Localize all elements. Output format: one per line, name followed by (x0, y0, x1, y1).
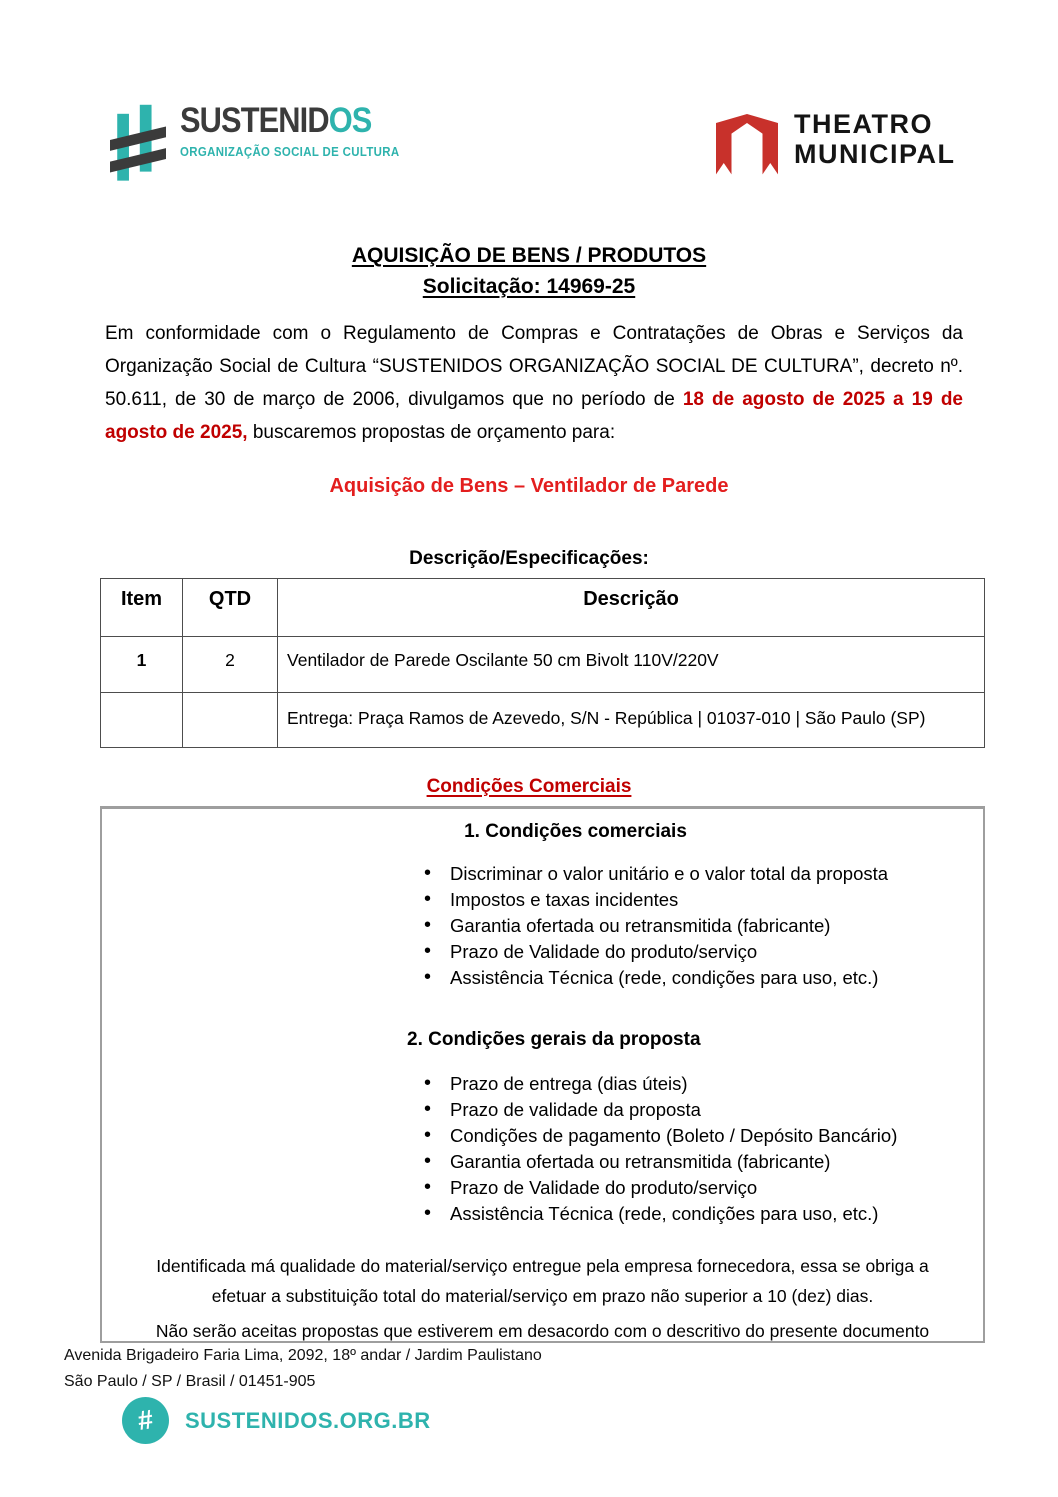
conditions-section2-list (422, 1071, 963, 1227)
cell-delivery-address: Entrega: Praça Ramos de Azevedo, S/N - República | 01037-010 | São Paulo (SP) (278, 693, 985, 748)
sustenidos-hash-badge-icon (122, 1397, 169, 1444)
conditions-box (100, 806, 985, 1343)
list-item: • Garantia ofertada ou retransmitida (fabricante) (422, 1149, 963, 1175)
list-item: • Garantia ofertada ou retransmitida (fabricante) (422, 913, 963, 939)
list-item: • Assistência Técnica (rede, condições para uso, etc.) (422, 1201, 963, 1227)
list-item: • Condições de pagamento (Boleto / Depósito Bancário) (422, 1123, 963, 1149)
cell-item-number (101, 693, 183, 748)
theatro-arch-icon (716, 104, 778, 186)
list-item: • Assistência Técnica (rede, condições para uso, etc.) (422, 965, 963, 991)
footer-address (64, 1343, 542, 1395)
theatro-line2: MUNICIPAL (794, 138, 956, 169)
sustenidos-tagline: ORGANIZAÇÃO SOCIAL DE CULTURA (180, 144, 400, 159)
theatro-municipal-logo (716, 104, 956, 186)
hash-glyph: # (135, 1404, 155, 1436)
document-title (0, 240, 1058, 302)
cell-item-number: 1 (101, 637, 183, 693)
items-table (100, 578, 985, 748)
conditions-section1-list (422, 861, 963, 991)
footer-brand (122, 1397, 431, 1444)
cell-qtd: 2 (183, 637, 278, 693)
header-descricao: Descrição (278, 579, 985, 637)
intro-part1: Em conformidade com o Regulamento de Compras e Contratações de Obras e Serviços da Organização Social de Cultura “SUSTENIDOS ORGANIZAÇÃO SOCIAL DE CULTURA”, decreto nº. 50.611, de 30 de março de 2006, divulgamos que no período de (105, 323, 963, 410)
sustenidos-wordmark (180, 103, 400, 159)
quality-replacement-note: Identificada má qualidade do material/serviço entregue pela empresa fornecedora, essa se obriga a efetuar a substituição total do material/serviço em prazo não superior a 10 (dez) dias. (156, 1256, 929, 1306)
table-row (101, 693, 985, 748)
title-line1: AQUISIÇÃO DE BENS / PRODUTOS (351, 244, 707, 267)
header-item: Item (101, 579, 183, 637)
subject-heading: Aquisição de Bens – Ventilador de Parede (329, 475, 729, 497)
list-item: • Prazo de entrega (dias úteis) (422, 1071, 963, 1097)
footer-site-url: SUSTENIDOS.ORG.BR (185, 1407, 431, 1433)
conditions-heading: Condições Comerciais (426, 776, 632, 797)
intro-date-range: 18 de agosto de 2025 a 19 de agosto de 2025, (105, 389, 963, 443)
sustenidos-word-main: SUSTENID (180, 101, 329, 140)
table-row (101, 637, 985, 693)
footer-address-line1: Avenida Brigadeiro Faria Lima, 2092, 18º andar / Jardim Paulistano (64, 1347, 542, 1364)
list-item: • Prazo de Validade do produto/serviço (422, 939, 963, 965)
list-item: • Prazo de validade da proposta (422, 1097, 963, 1123)
list-item: • Prazo de Validade do produto/serviço (422, 1175, 963, 1201)
table-header-row (101, 579, 985, 637)
theatro-wordmark (794, 110, 956, 169)
title-line2: Solicitação: 14969-25 (422, 275, 636, 298)
spec-heading: Descrição/Especificações: (409, 548, 649, 569)
cell-descricao: Ventilador de Parede Oscilante 50 cm Bivolt 110V/220V (278, 637, 985, 693)
sustenidos-logo (110, 95, 429, 185)
header-qtd: QTD (183, 579, 278, 637)
conditions-section2-title: 2. Condições gerais da proposta (407, 1029, 701, 1050)
footer-address-line2: São Paulo / SP / Brasil / 01451-905 (64, 1373, 316, 1390)
sustenidos-word-accent: OS (328, 101, 372, 140)
list-item: • Discriminar o valor unitário e o valor total da proposta (422, 861, 963, 887)
proposal-rejection-note: Não serão aceitas propostas que estiverem em desacordo com o descritivo do presente documento (155, 1321, 930, 1341)
conditions-section1-title: 1. Condições comerciais (464, 821, 687, 842)
intro-part2: buscaremos propostas de orçamento para: (247, 422, 616, 443)
intro-paragraph (105, 317, 963, 449)
cell-qtd (183, 693, 278, 748)
list-item: • Impostos e taxas incidentes (422, 887, 963, 913)
theatro-line1: THEATRO (794, 109, 933, 139)
sustenidos-hash-icon (110, 95, 166, 185)
